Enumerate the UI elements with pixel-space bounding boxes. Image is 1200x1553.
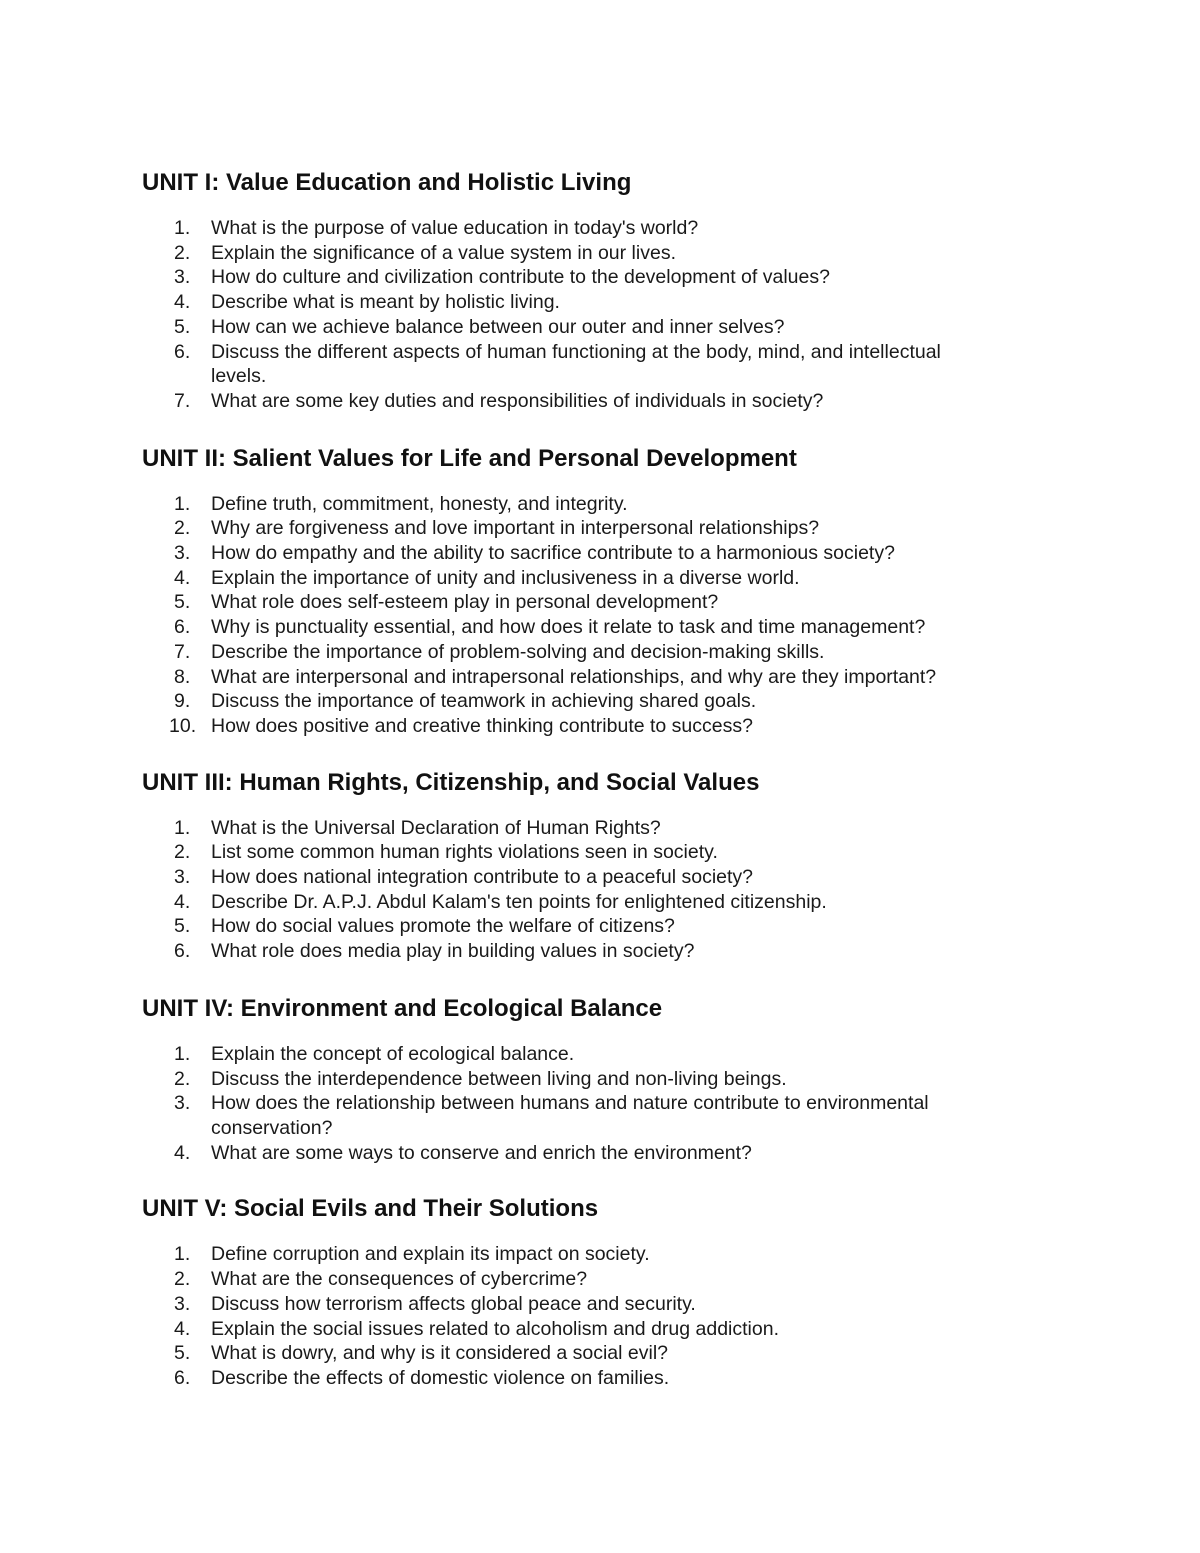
question-text: Describe Dr. A.P.J. Abdul Kalam's ten points for enlightened citizenship. <box>211 890 827 913</box>
question-item <box>142 840 1042 865</box>
question-text: Why are forgiveness and love important in interpersonal relationships? <box>211 517 820 540</box>
section-spacer <box>142 739 1042 768</box>
question-number: 4. <box>174 566 191 589</box>
question-item <box>142 816 1042 841</box>
question-text: How do social values promote the welfare of citizens? <box>211 915 675 938</box>
question-item <box>142 590 1042 615</box>
unit-2-question-list <box>142 492 1042 739</box>
unit-5-question-list <box>142 1242 1042 1390</box>
question-number: 6. <box>174 616 191 639</box>
unit-3-title: UNIT III: Human Rights, Citizenship, and Social Values <box>142 768 760 796</box>
question-item <box>142 689 1042 714</box>
question-item <box>142 241 1042 266</box>
unit-2-section <box>142 444 1042 739</box>
question-item <box>142 516 1042 541</box>
question-text: Define truth, commitment, honesty, and integrity. <box>211 492 628 515</box>
question-text: What is the Universal Declaration of Human Rights? <box>211 816 661 839</box>
unit-4-title: UNIT IV: Environment and Ecological Balance <box>142 994 663 1022</box>
question-number: 5. <box>174 915 191 938</box>
question-text: Why is punctuality essential, and how does it relate to task and time management? <box>211 616 926 639</box>
question-item <box>142 566 1042 591</box>
question-text: How do culture and civilization contribute to the development of values? <box>211 266 830 289</box>
question-item <box>142 492 1042 517</box>
question-text: What are interpersonal and intrapersonal relationships, and why are they important? <box>211 665 937 688</box>
question-item <box>142 1366 1042 1391</box>
question-item <box>142 714 1042 739</box>
question-text: How can we achieve balance between our outer and inner selves? <box>211 315 785 338</box>
question-item <box>142 1267 1042 1292</box>
question-text: Discuss how terrorism affects global peace and security. <box>211 1292 696 1315</box>
question-number: 4. <box>174 1141 191 1164</box>
question-text: What are some ways to conserve and enrich the environment? <box>211 1141 752 1164</box>
question-item <box>142 1242 1042 1267</box>
question-item <box>142 939 1042 964</box>
question-item <box>142 290 1042 315</box>
question-text: What role does media play in building values in society? <box>211 940 695 963</box>
question-text: How does the relationship between humans and nature contribute to environmental conservation? <box>211 1092 929 1139</box>
question-text: Discuss the interdependence between living and non-living beings. <box>211 1067 787 1090</box>
question-number: 6. <box>174 940 191 963</box>
question-number: 5. <box>174 591 191 614</box>
question-number: 1. <box>174 217 191 239</box>
question-item <box>142 640 1042 665</box>
question-text: Discuss the different aspects of human functioning at the body, mind, and intellectual levels. <box>211 340 941 388</box>
unit-1-question-list <box>142 216 1042 414</box>
section-spacer <box>142 1165 1042 1194</box>
question-number: 2. <box>174 1268 191 1291</box>
question-item <box>142 914 1042 939</box>
question-text: What role does self-esteem play in personal development? <box>211 591 719 614</box>
question-number: 3. <box>174 866 191 889</box>
question-item <box>142 389 1042 414</box>
question-number: 1. <box>174 816 191 839</box>
question-number: 5. <box>174 315 191 338</box>
question-number: 8. <box>174 665 191 688</box>
question-item <box>142 665 1042 690</box>
question-text: Explain the importance of unity and inclusiveness in a diverse world. <box>211 566 800 589</box>
question-text: How do empathy and the ability to sacrifice contribute to a harmonious society? <box>211 542 895 565</box>
question-number: 9. <box>174 690 191 713</box>
question-number: 4. <box>174 291 191 314</box>
question-number: 2. <box>174 841 191 864</box>
question-item <box>142 615 1042 640</box>
unit-5-title: UNIT V: Social Evils and Their Solutions <box>142 1195 599 1223</box>
question-number: 5. <box>174 1342 191 1365</box>
question-item <box>142 1317 1042 1342</box>
question-text: Describe what is meant by holistic living. <box>211 291 560 314</box>
unit-3-question-list <box>142 816 1042 964</box>
question-number: 3. <box>174 1292 191 1315</box>
question-number: 6. <box>174 1366 191 1389</box>
question-text: What are the consequences of cybercrime? <box>211 1268 588 1291</box>
unit-3-section <box>142 768 1042 964</box>
question-item <box>142 1042 1042 1067</box>
question-number: 7. <box>174 640 191 663</box>
question-item <box>142 1141 1042 1166</box>
question-item <box>142 541 1042 566</box>
question-number: 2. <box>174 517 191 540</box>
question-item <box>142 265 1042 290</box>
question-text: List some common human rights violations seen in society. <box>211 841 718 864</box>
unit-4-section <box>142 994 1042 1166</box>
question-number: 1. <box>174 1042 191 1065</box>
unit-4-question-list <box>142 1042 1042 1166</box>
question-number: 1. <box>174 492 191 515</box>
question-item <box>142 1292 1042 1317</box>
question-text: Discuss the importance of teamwork in achieving shared goals. <box>211 690 757 713</box>
question-number: 2. <box>174 241 191 264</box>
question-number: 1. <box>174 1243 191 1266</box>
question-text: Define corruption and explain its impact on society. <box>211 1243 650 1266</box>
unit-1-section <box>142 168 1042 414</box>
question-text: What is dowry, and why is it considered a social evil? <box>211 1342 669 1365</box>
question-text: Describe the effects of domestic violence on families. <box>211 1366 670 1389</box>
question-text: What is the purpose of value education in today's world? <box>211 217 699 239</box>
question-number: 4. <box>174 1317 191 1340</box>
question-text: Explain the concept of ecological balance. <box>211 1042 575 1065</box>
unit-5-section <box>142 1194 1042 1390</box>
question-number: 4. <box>174 890 191 913</box>
question-number: 3. <box>174 1092 191 1115</box>
question-number: 10. <box>169 714 197 737</box>
question-number: 3. <box>174 266 191 289</box>
document-page <box>142 168 1042 1391</box>
section-spacer <box>142 964 1042 994</box>
question-text: How does positive and creative thinking contribute to success? <box>211 714 753 737</box>
question-item <box>142 340 1042 389</box>
question-text: What are some key duties and responsibilities of individuals in society? <box>211 389 824 412</box>
question-text: How does national integration contribute to a peaceful society? <box>211 866 754 889</box>
question-number: 6. <box>174 340 191 363</box>
question-number: 3. <box>174 542 191 565</box>
unit-1-title: UNIT I: Value Education and Holistic Living <box>142 169 632 196</box>
question-number: 7. <box>174 389 191 412</box>
question-item <box>142 216 1042 241</box>
question-item <box>142 315 1042 340</box>
question-text: Explain the significance of a value system in our lives. <box>211 241 676 264</box>
question-text: Explain the social issues related to alcoholism and drug addiction. <box>211 1317 779 1340</box>
question-item <box>142 890 1042 915</box>
question-text: Describe the importance of problem-solving and decision-making skills. <box>211 640 825 663</box>
question-item <box>142 1067 1042 1092</box>
question-item <box>142 865 1042 890</box>
section-spacer <box>142 414 1042 444</box>
unit-2-title: UNIT II: Salient Values for Life and Personal Development <box>142 444 797 472</box>
question-item <box>142 1341 1042 1366</box>
question-item <box>142 1091 1042 1140</box>
question-number: 2. <box>174 1067 191 1090</box>
